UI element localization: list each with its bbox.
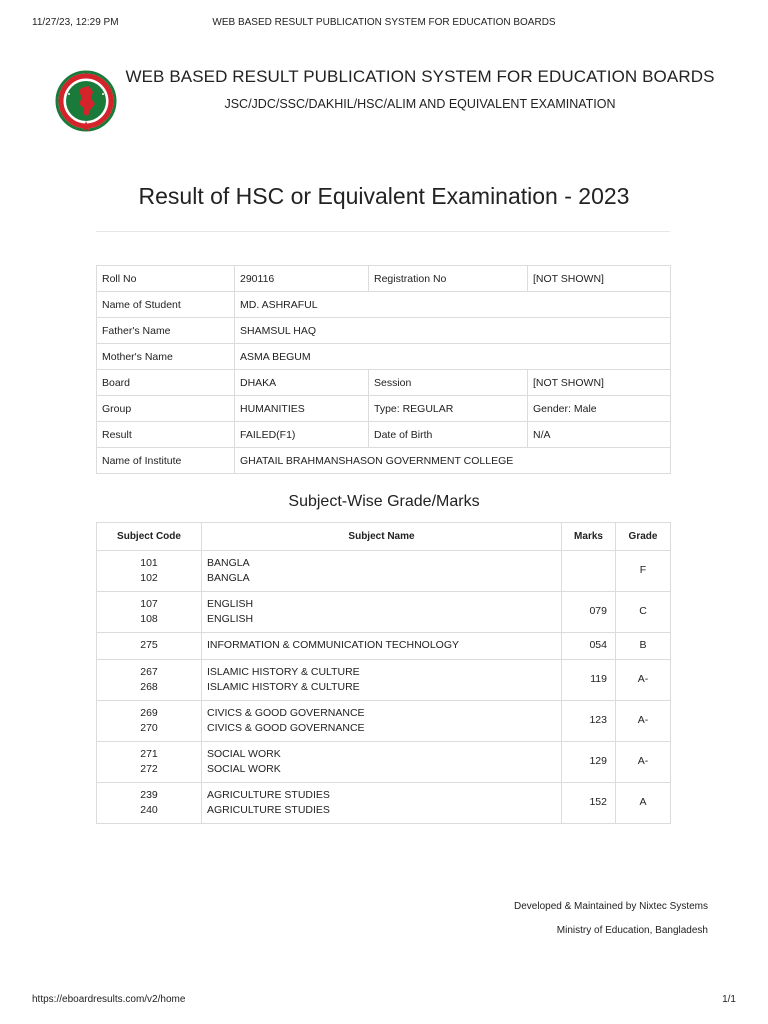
subject-name: CIVICS & GOOD GOVERNANCE xyxy=(207,706,365,719)
session-value: [NOT SHOWN] xyxy=(528,370,671,396)
subject-code-cell xyxy=(97,551,202,592)
dob-label: Date of Birth xyxy=(369,422,528,448)
grade-cell: A- xyxy=(616,660,671,701)
subject-code-cell xyxy=(97,633,202,660)
marks-cell: 152 xyxy=(562,783,616,824)
subject-name-cell xyxy=(202,660,562,701)
info-row-roll xyxy=(97,266,671,292)
subject-name: ENGLISH xyxy=(207,597,254,610)
subject-name-cell xyxy=(202,701,562,742)
table-row xyxy=(97,660,671,701)
subject-name: AGRICULTURE STUDIES xyxy=(207,804,330,816)
info-row-father xyxy=(97,318,671,344)
registration-label: Registration No xyxy=(369,266,528,292)
registration-value: [NOT SHOWN] xyxy=(528,266,671,292)
divider xyxy=(96,231,670,232)
bangladesh-government-seal-icon xyxy=(55,64,117,138)
grade-cell: A xyxy=(616,783,671,824)
info-row-mother xyxy=(97,344,671,370)
student-name-label: Name of Student xyxy=(97,292,235,318)
info-row-result xyxy=(97,422,671,448)
mother-name-value: ASMA BEGUM xyxy=(235,344,671,370)
table-row xyxy=(97,592,671,633)
subject-name: BANGLA xyxy=(207,572,250,584)
print-header xyxy=(0,17,768,31)
subject-code: 240 xyxy=(140,804,158,816)
print-footer xyxy=(0,994,768,1008)
father-name-value: SHAMSUL HAQ xyxy=(235,318,671,344)
grade-cell: A- xyxy=(616,701,671,742)
subjects-heading: Subject-Wise Grade/Marks xyxy=(288,493,480,510)
subject-name-cell xyxy=(202,592,562,633)
header-grade: Grade xyxy=(616,523,671,551)
marks-cell: 119 xyxy=(562,660,616,701)
subject-code-cell xyxy=(97,660,202,701)
grade-table-header xyxy=(97,523,671,551)
subject-name-cell xyxy=(202,633,562,660)
subject-name: BANGLA xyxy=(207,556,250,569)
marks-cell: 123 xyxy=(562,701,616,742)
subject-code: 275 xyxy=(140,639,158,652)
header-subject-code: Subject Code xyxy=(97,523,202,551)
subject-code: 267 xyxy=(140,665,158,678)
grade-table xyxy=(96,522,671,824)
grade-cell: C xyxy=(616,592,671,633)
subject-code: 269 xyxy=(140,706,158,719)
subject-name-cell xyxy=(202,742,562,783)
institute-label: Name of Institute xyxy=(97,448,235,474)
subject-code: 268 xyxy=(140,681,158,693)
ministry-credit: Ministry of Education, Bangladesh xyxy=(556,925,708,936)
table-row xyxy=(97,633,671,660)
subject-name: AGRICULTURE STUDIES xyxy=(207,788,330,801)
subject-code: 270 xyxy=(140,722,158,734)
subject-code: 108 xyxy=(140,613,158,625)
site-title: WEB BASED RESULT PUBLICATION SYSTEM FOR EDUCATION BOARDS xyxy=(125,67,715,86)
info-row-student xyxy=(97,292,671,318)
subject-code: 271 xyxy=(140,747,158,760)
info-row-board xyxy=(97,370,671,396)
info-row-institute xyxy=(97,448,671,474)
subject-code: 107 xyxy=(140,597,158,610)
dob-value: N/A xyxy=(528,422,671,448)
subject-code-cell xyxy=(97,701,202,742)
header-subject-name: Subject Name xyxy=(202,523,562,551)
table-row xyxy=(97,701,671,742)
group-label: Group xyxy=(97,396,235,422)
board-label: Board xyxy=(97,370,235,396)
subject-name: ISLAMIC HISTORY & CULTURE xyxy=(207,681,360,693)
subject-name: CIVICS & GOOD GOVERNANCE xyxy=(207,722,365,734)
roll-value: 290116 xyxy=(235,266,369,292)
site-subtitle: JSC/JDC/SSC/DAKHIL/HSC/ALIM AND EQUIVALENT EXAMINATION xyxy=(224,97,616,111)
table-row xyxy=(97,551,671,592)
developer-credit: Developed & Maintained by Nixtec Systems xyxy=(514,901,708,912)
father-name-label: Father's Name xyxy=(97,318,235,344)
info-row-group xyxy=(97,396,671,422)
board-value: DHAKA xyxy=(235,370,369,396)
gender-value: Gender: Male xyxy=(528,396,671,422)
print-page-title: WEB BASED RESULT PUBLICATION SYSTEM FOR EDUCATION BOARDS xyxy=(212,17,556,28)
subject-code: 239 xyxy=(140,788,158,801)
subject-code: 101 xyxy=(140,556,158,569)
subject-code: 272 xyxy=(140,763,158,775)
subject-name: SOCIAL WORK xyxy=(207,747,281,760)
marks-cell: 054 xyxy=(562,633,616,660)
table-row xyxy=(97,783,671,824)
mother-name-label: Mother's Name xyxy=(97,344,235,370)
subject-name: ENGLISH xyxy=(207,613,254,625)
subject-code: 102 xyxy=(140,572,158,584)
subject-name-cell xyxy=(202,783,562,824)
institute-value: GHATAIL BRAHMANSHASON GOVERNMENT COLLEGE xyxy=(235,448,671,474)
subject-code-cell xyxy=(97,592,202,633)
type-value: Type: REGULAR xyxy=(369,396,528,422)
student-info-table xyxy=(96,265,671,474)
subject-name-cell xyxy=(202,551,562,592)
subject-name: ISLAMIC HISTORY & CULTURE xyxy=(207,665,360,678)
marks-cell xyxy=(562,551,616,592)
subject-name: SOCIAL WORK xyxy=(207,763,281,775)
page-url: https://eboardresults.com/v2/home xyxy=(32,994,186,1005)
table-row xyxy=(97,742,671,783)
result-value: FAILED(F1) xyxy=(235,422,369,448)
group-value: HUMANITIES xyxy=(235,396,369,422)
subject-name: INFORMATION & COMMUNICATION TECHNOLOGY xyxy=(207,639,460,652)
grade-cell: A- xyxy=(616,742,671,783)
marks-cell: 079 xyxy=(562,592,616,633)
marks-cell: 129 xyxy=(562,742,616,783)
student-name-value: MD. ASHRAFUL xyxy=(235,292,671,318)
subject-code-cell xyxy=(97,783,202,824)
subject-code-cell xyxy=(97,742,202,783)
page-title: Result of HSC or Equivalent Examination - 2023 xyxy=(138,183,630,209)
print-datetime: 11/27/23, 12:29 PM xyxy=(32,17,119,28)
roll-label: Roll No xyxy=(97,266,235,292)
grade-cell: F xyxy=(616,551,671,592)
header-marks: Marks xyxy=(562,523,616,551)
session-label: Session xyxy=(369,370,528,396)
result-label: Result xyxy=(97,422,235,448)
grade-cell: B xyxy=(616,633,671,660)
page-number: 1/1 xyxy=(722,994,736,1005)
